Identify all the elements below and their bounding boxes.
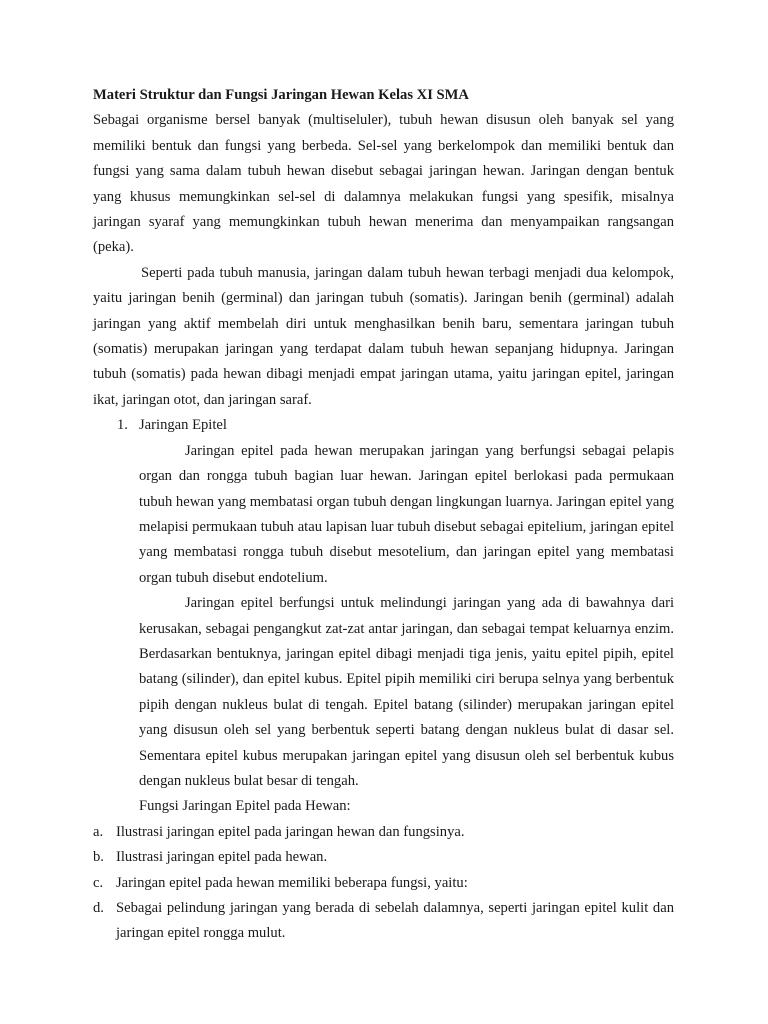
function-list [93, 820, 674, 947]
list-marker: d. [93, 900, 104, 916]
list-item [93, 820, 674, 845]
document-title: Materi Struktur dan Fungsi Jaringan Hewan Kelas XI SMA [93, 87, 469, 103]
intro-paragraph: Sebagai organisme bersel banyak (multiseluler), tubuh hewan disusun oleh banyak sel yang memiliki bentuk dan fungsi yang berbeda. Sel-sel yang berkelompok dan memiliki bentuk dan fungsi yang sama dalam tubuh hewan disebut sebagai jaringan hewan. Jaringan dengan bentuk yang khusus memungkinkan sel-sel di dalamnya melakukan fungsi yang spesifik, misalnya jaringan syaraf yang memungkinkan tubuh hewan menerima dan menyampaikan rangsangan (peka). [93, 112, 674, 256]
section-paragraph: Jaringan epitel berfungsi untuk melindungi jaringan yang ada di bawahnya dari kerusakan, sebagai pengangkut zat-zat antar jaringan, dan sebagai tempat keluarnya enzim. Berdasarkan bentuknya, jaringan epitel dibagi menjadi tiga jenis, yaitu epitel pipih, epitel batang (silinder), dan epitel kubus. Epitel pipih memiliki ciri berupa selnya yang berbentuk pipih dengan nukleus bulat di tengah. Epitel batang (silinder) merupakan jaringan epitel yang disusun oleh sel yang berbentuk seperti batang dengan nukleus bulat di dasar sel. Sementara epitel kubus merupakan jaringan epitel yang disusun oleh sel berbentuk kubus dengan nukleus bulat besar di tengah. [139, 595, 674, 789]
list-intro: Fungsi Jaringan Epitel pada Hewan: [139, 798, 351, 815]
section-number: 1. [117, 417, 128, 434]
list-marker: b. [93, 849, 104, 866]
list-item [93, 845, 674, 870]
list-item-text: Ilustrasi jaringan epitel pada jaringan hewan dan fungsinya. [116, 823, 465, 840]
list-marker: a. [93, 823, 104, 840]
section-body [139, 439, 674, 820]
list-item-text: Jaringan epitel pada hewan memiliki beberapa fungsi, yaitu: [116, 874, 468, 891]
list-item-text: Sebagai pelindung jaringan yang berada di sebelah dalamnya, seperti jaringan epitel kulit dan jaringan epitel rongga mulut. [116, 900, 674, 942]
list-item [93, 871, 674, 896]
section-heading [93, 413, 674, 438]
body-paragraph: Seperti pada tubuh manusia, jaringan dalam tubuh hewan terbagi menjadi dua kelompok, yaitu jaringan benih (germinal) dan jaringan tubuh (somatis). Jaringan benih (germinal) adalah jaringan yang aktif membelah diri untuk menghasilkan benih baru, sementara jaringan tubuh (somatis) merupakan jaringan yang terdapat dalam tubuh hewan sepanjang hidupnya. Jaringan tubuh (somatis) pada hewan dibagi menjadi empat jaringan utama, yaitu jaringan epitel, jaringan ikat, jaringan otot, dan jaringan saraf. [93, 264, 674, 408]
list-item-text: Ilustrasi jaringan epitel pada hewan. [116, 849, 328, 866]
section-title: Jaringan Epitel [139, 417, 227, 434]
document-page [93, 81, 674, 947]
list-item [93, 896, 674, 947]
section-paragraph: Jaringan epitel pada hewan merupakan jaringan yang berfungsi sebagai pelapis organ dan rongga tubuh bagian luar hewan. Jaringan epitel berlokasi pada permukaan tubuh hewan yang membatasi organ tubuh dengan lingkungan luarnya. Jaringan epitel yang melapisi permukaan tubuh atau lapisan luar tubuh disebut sebagai epitelium, jaringan epitel yang membatasi rongga tubuh disebut mesotelium, dan jaringan epitel yang membatasi organ tubuh disebut endotelium. [139, 442, 674, 586]
list-marker: c. [93, 874, 104, 891]
